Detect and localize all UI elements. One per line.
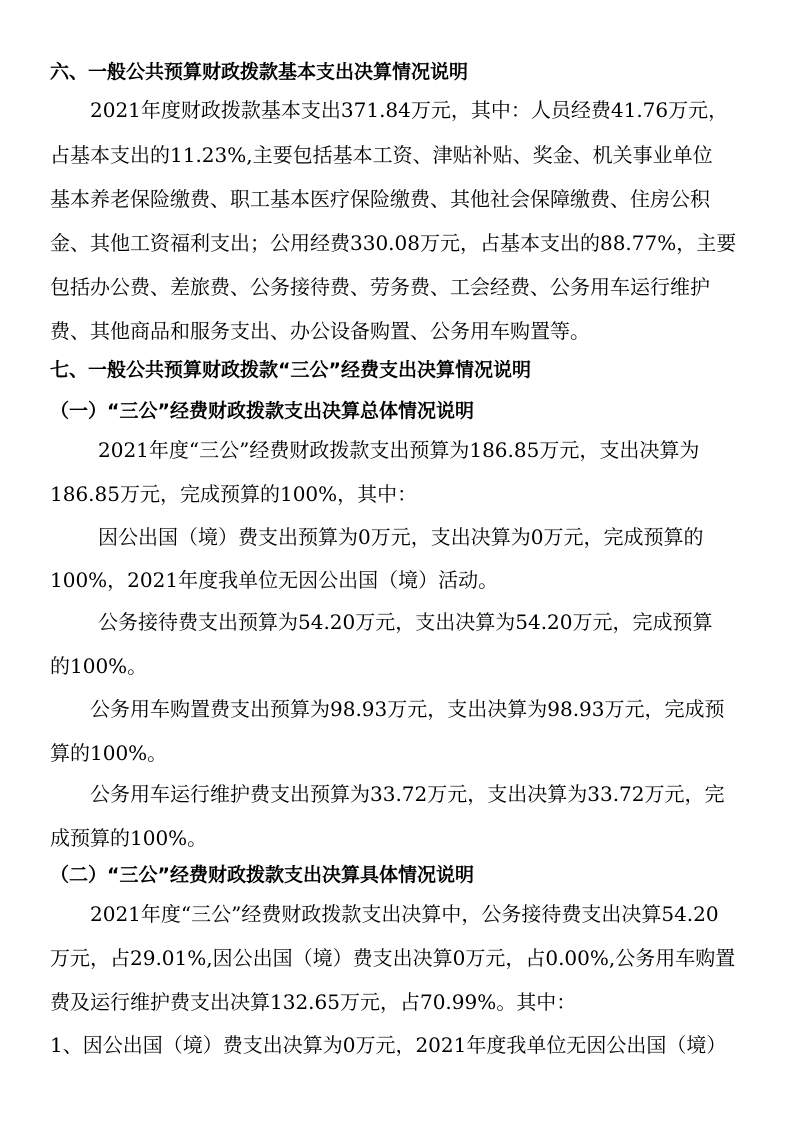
section-7-heading: 七、一般公共预算财政拨款“三公”经费支出决算情况说明 — [50, 359, 531, 381]
paragraph-line: 2021年度“三公”经费财政拨款支出决算中，公务接待费支出决算54.20 — [90, 902, 719, 926]
paragraph-line: 186.85万元，完成预算的100%，其中： — [50, 482, 418, 506]
paragraph-line: 的100%。 — [50, 654, 148, 678]
paragraph-line: 公务接待费支出预算为54.20万元，支出决算为54.20万元，完成预算 — [98, 610, 713, 634]
section-7-subheading-2: （二）“三公”经费财政拨款支出决算具体情况说明 — [50, 864, 474, 886]
paragraph-line: 基本养老保险缴费、职工基本医疗保险缴费、其他社会保障缴费、住房公积 — [50, 187, 710, 211]
paragraph-line: 金、其他工资福利支出；公用经费330.08万元，占基本支出的88.77%，主要 — [50, 231, 737, 255]
paragraph-line: 万元，占29.01%,因公出国（境）费支出决算0万元，占0.00%,公务用车购置 — [50, 946, 736, 970]
paragraph-line: 费及运行维护费支出决算132.65万元，占70.99%。其中： — [50, 990, 577, 1014]
paragraph-line: 算的100%。 — [50, 741, 168, 765]
section-7-subheading-1: （一）“三公”经费财政拨款支出决算总体情况说明 — [50, 400, 474, 422]
section-6-heading: 六、一般公共预算财政拨款基本支出决算情况说明 — [50, 61, 469, 83]
paragraph-line: 包括办公费、差旅费、公务接待费、劳务费、工会经费、公务用车运行维护 — [50, 275, 710, 299]
paragraph-line: 成预算的100%。 — [50, 826, 208, 850]
paragraph-line: 因公出国（境）费支出预算为0万元，支出决算为0万元，完成预算的 — [98, 525, 704, 549]
paragraph-line: 100%，2021年度我单位无因公出国（境）活动。 — [50, 568, 499, 592]
paragraph-line: 2021年度“三公”经费财政拨款支出预算为186.85万元，支出决算为 — [98, 438, 700, 462]
paragraph-line: 1、因公出国（境）费支出决算为0万元，2021年度我单位无因公出国（境） — [50, 1033, 727, 1057]
paragraph-line: 占基本支出的11.23%,主要包括基本工资、津贴补贴、奖金、机关事业单位 — [50, 143, 713, 167]
paragraph-line: 公务用车运行维护费支出预算为33.72万元，支出决算为33.72万元，完 — [90, 782, 725, 806]
paragraph-line: 公务用车购置费支出预算为98.93万元，支出决算为98.93万元，完成预 — [90, 697, 725, 721]
paragraph-line: 2021年度财政拨款基本支出371.84万元，其中：人员经费41.76万元， — [90, 98, 729, 122]
paragraph-line: 费、其他商品和服务支出、办公设备购置、公务用车购置等。 — [50, 319, 590, 343]
